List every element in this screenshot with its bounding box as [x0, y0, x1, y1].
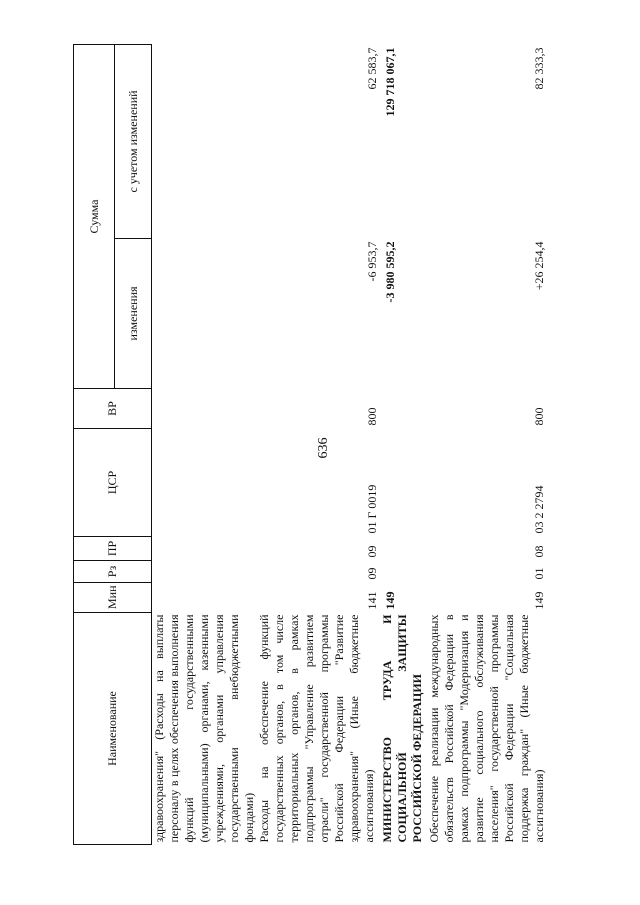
row-total — [152, 44, 258, 238]
col-header-csr: ЦСР — [74, 429, 152, 537]
row-csr — [380, 429, 427, 537]
col-header-pr: ПР — [74, 537, 152, 561]
col-header-sum: Сумма — [74, 44, 115, 388]
col-header-rz: Рз — [74, 561, 152, 583]
row-rz: 01 — [532, 567, 546, 580]
row-vr — [152, 389, 258, 429]
row-pr — [380, 537, 427, 561]
page-number: 636 — [316, 437, 331, 459]
table-row — [427, 44, 547, 844]
row-min: 149 — [532, 591, 546, 610]
row-pr: 09 — [365, 545, 379, 558]
row-min: 141 — [365, 591, 379, 610]
row-name: МИНИСТЕРСТВО ТРУДА И СОЦИАЛЬНОЙ ЗАЩИТЫ РОССИЙСКОЙ ФЕДЕРАЦИИ — [380, 614, 424, 843]
row-total: 62 583,7 — [365, 47, 379, 90]
row-rz — [380, 561, 427, 583]
budget-table — [73, 44, 547, 845]
row-pr — [152, 537, 258, 561]
row-total: 129 718 067,1 — [383, 47, 397, 117]
row-csr: 01 Г 0019 — [365, 484, 379, 534]
table-row — [152, 44, 258, 844]
table-row — [257, 44, 380, 844]
row-name: здравоохранения" (Расходы на выплаты персоналу в целях обеспечения выполнения функций государственными (муниципальными) органами, казенными учреждениями, органами управления государственными внебюджетными фондами) — [152, 614, 256, 843]
row-csr — [152, 429, 258, 537]
col-header-changes: изменения — [115, 239, 152, 389]
row-csr: 03 2 2794 — [532, 485, 546, 534]
budget-table-rotated — [73, 45, 548, 845]
row-name: Обеспечение реализации международных обязательств Российской Федерации в рамках подпрограммы "Модернизация и развитие социального обслуживания населения" государственной программы Российской Федерации "Социальная поддержка граждан" (Иные бюджетные ассигнования) — [427, 614, 546, 843]
col-header-min: Мин — [74, 583, 152, 613]
row-vr: 800 — [365, 407, 379, 426]
row-min: 149 — [383, 591, 397, 610]
row-change: -3 980 595,2 — [383, 241, 397, 303]
row-pr: 08 — [532, 545, 546, 558]
col-header-name: Наименование — [74, 613, 152, 845]
row-name: Расходы на обеспечение функций государственных органов, в том числе территориальных органов, в рамках подпрограммы "Управление развитием отрасли" государственной программы Российской Федерации "Развитие здравоохранения" (Иные бюджетные ассигнования) — [257, 614, 376, 843]
row-change — [152, 239, 258, 389]
row-rz — [152, 561, 258, 583]
row-change: -6 953,7 — [365, 241, 379, 282]
row-vr — [380, 389, 427, 429]
col-header-with-changes: с учетом изменений — [115, 44, 152, 238]
row-vr: 800 — [532, 407, 546, 426]
row-total: 82 333,3 — [532, 47, 546, 90]
row-change: +26 254,4 — [532, 241, 546, 291]
table-row — [380, 44, 427, 844]
row-rz: 09 — [365, 567, 379, 580]
col-header-vr: ВР — [74, 389, 152, 429]
row-min — [152, 583, 258, 613]
